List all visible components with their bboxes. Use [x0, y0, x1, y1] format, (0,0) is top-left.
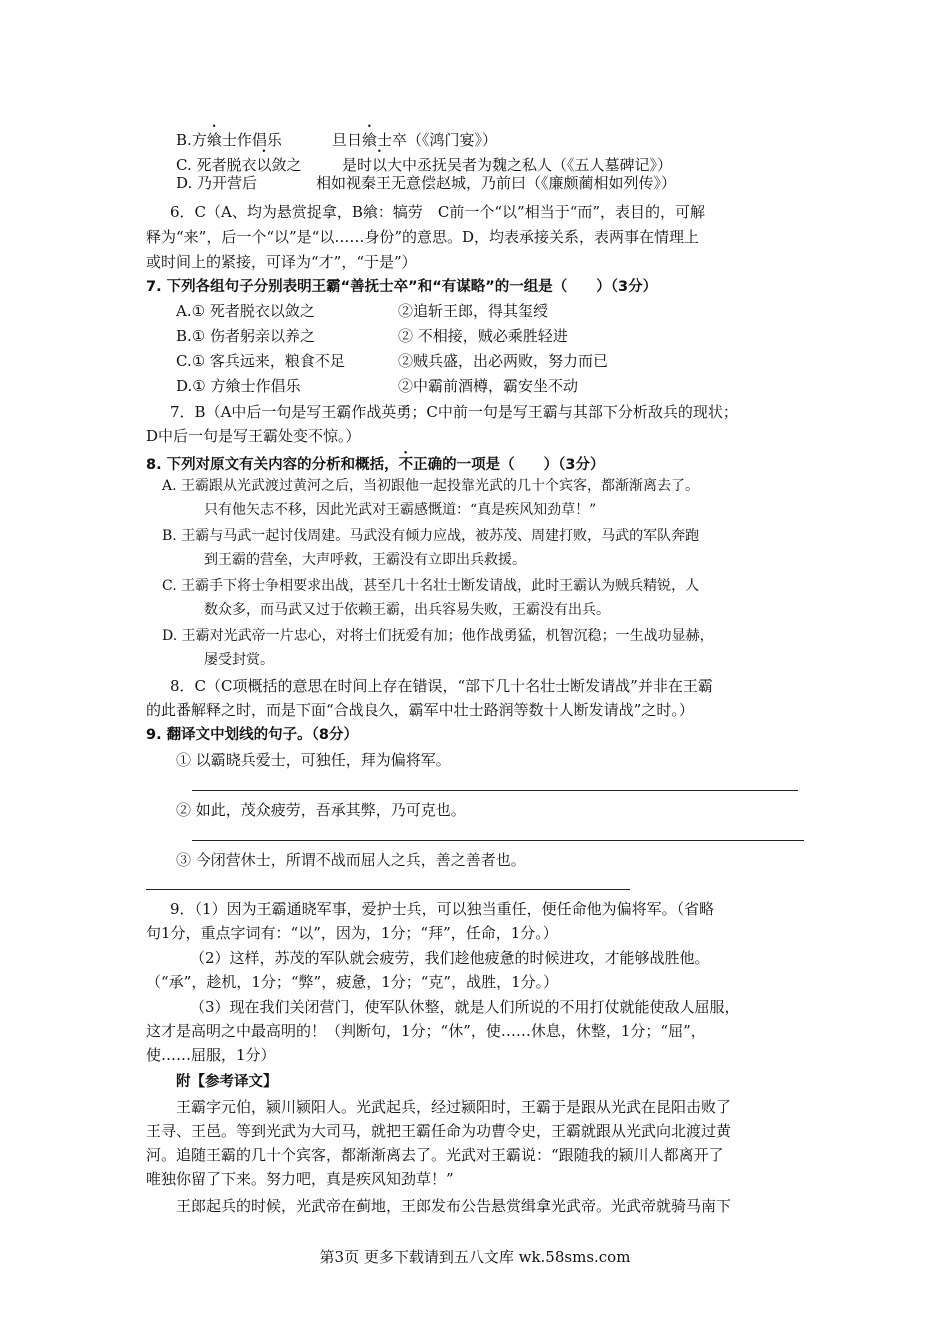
- q8-option-b-line2: 到王霸的营垒，大声呼救，王霸没有立即出兵救援。: [204, 552, 526, 568]
- q6-option-c-dotted-char: 以: [256, 156, 272, 174]
- q9-sentence-3: ③ 今闭营休士，所谓不战而屈人之兵，善之善者也。: [176, 851, 526, 869]
- q6-option-b-right-text: 旦日: [332, 131, 363, 149]
- q6-option-b-dotted-char: 飨: [206, 131, 222, 149]
- appendix-p1-line4: 唯独你留了下来。努力吧，真是疾风知劲草！”: [146, 1170, 454, 1188]
- q7-option-a-part2: ②追斩王郎，得其玺绶: [398, 302, 549, 320]
- q7-option-a-part1: A.① 死者脱衣以敛之: [176, 302, 315, 320]
- q8-stem-dotted-char: 不: [398, 457, 414, 473]
- q6-answer-line3: 或时间上的紧接，可译为“才”，“于是”）: [146, 253, 417, 271]
- q8-option-a-line2: 只有他矢志不移，因此光武对王霸感慨道：“真是疾风知劲草！”: [204, 502, 597, 518]
- appendix-p2-line1: 王郎起兵的时候，光武帝在蓟地，王郎发布公告悬赏缉拿光武帝。光武帝就骑马南下: [176, 1197, 732, 1215]
- appendix-p1-line1: 王霸字元伯，颍川颍阳人。光武起兵，经过颍阳时，王霸于是跟从光武在昆阳击败了: [176, 1098, 732, 1116]
- q6-option-b-text: B.方: [176, 131, 207, 149]
- q7-answer-line2: D中后一句是写王霸处变不惊。）: [146, 427, 361, 445]
- q7-option-c-part2: ②贼兵盛，出必两败，努力而已: [398, 352, 609, 370]
- q9-sentence-1: ① 以霸晓兵爱士，可独任，拜为偏将军。: [176, 751, 451, 769]
- q9-answer-3-line3: 使……屈服，1分）: [146, 1046, 276, 1064]
- q8-stem: [146, 449, 605, 476]
- q6-option-c-right-dotted-char: 以: [372, 156, 388, 174]
- q6-option-c-right-text-2: 大中丞抚吴者为魏之私人（《五人墓碑记》）: [387, 156, 673, 174]
- q7-option-d: [176, 375, 579, 397]
- q8-stem-pre: 8. 下列对原文有关内容的分析和概括，: [146, 457, 399, 473]
- q7-option-b-part1: B.① 伤者躬亲以养之: [176, 327, 316, 345]
- q9-sentence-2: ② 如此，茂众疲劳，吾承其弊，乃可克也。: [176, 801, 466, 819]
- q8-option-b-line1: B. 王霸与马武一起讨伐周建。马武没有倾力应战，被苏茂、周建打败，马武的军队奔跑: [162, 528, 700, 544]
- q9-answer-3-line2: 这才是高明之中最高明的！（判断句，1分；“休”，使……休息，休整，1分；“屈”，: [146, 1022, 706, 1040]
- q9-answer-line-3: [146, 889, 630, 890]
- q7-option-a: [176, 300, 549, 322]
- q6-option-d-right-text: 相如视秦王无意偿赵城，乃前曰（《廉颇蔺相如列传》）: [316, 174, 677, 192]
- q9-answer-2-line1: （2）这样，苏茂的军队就会疲劳，我们趁他疲惫的时候进攻，才能够战胜他。: [190, 949, 710, 967]
- q7-option-c-part1: C.① 客兵远来，粮食不足: [176, 352, 345, 370]
- q8-option-c-line2: 数众多，而马武又过于依赖王霸，出兵容易失败，王霸没有出兵。: [204, 602, 610, 618]
- q9-answer-line-2: [192, 840, 804, 841]
- q7-option-b: [176, 325, 568, 347]
- q9-answer-1-line2: 句1分，重点字词有：“以”，因为，1分；“拜”，任命，1分。）: [146, 924, 558, 942]
- q8-answer-line1: 8．C（C项概括的意思在时间上存在错误，“部下几十名壮士断发请战”并非在王霸: [170, 677, 713, 695]
- q7-stem: 7. 下列各组句子分别表明王霸“善抚士卒”和“有谋略”的一组是（ ）（3分）: [146, 279, 658, 295]
- q8-option-c-line1: C. 王霸手下将士争相要求出战，甚至几十名壮士断发请战，此时王霸认为贼兵精锐，人: [162, 578, 700, 594]
- appendix-p1-line2: 王寻、王邑。等到光武为大司马，就把王霸任命为功曹令史，王霸就跟从光武向北渡过黄: [146, 1122, 732, 1140]
- q9-answer-3-line1: （3）现在我们关闭营门，使军队休整，就是人们所说的不用打仗就能使敌人屈服，: [190, 998, 740, 1016]
- q6-option-b-right-dotted-char: 飨: [362, 131, 378, 149]
- q6-answer-line1: 6．C（A、均为悬赏捉拿，B飨：犒劳 C前一个“以”相当于“而”，表目的，可解: [170, 203, 706, 221]
- q7-option-c: [176, 350, 609, 372]
- q7-option-d-part2: ②中霸前酒樽，霸安坐不动: [398, 377, 579, 395]
- q7-answer-line1: 7．B（A中后一句是写王霸作战英勇；C中前一句是写王霸与其部下分析敌兵的现状；: [170, 403, 738, 421]
- q6-answer-line2: 释为“来”，后一个“以”是“以……身份”的意思。D，均表承接关系，表两事在情理上: [146, 228, 700, 246]
- q9-answer-1-line1: 9．（1）因为王霸通晓军事，爱护士兵，可以独当重任，便任命他为偏将军。（省略: [170, 900, 715, 918]
- q8-answer-line2: 的此番解释之时，而是下面“合战良久，霸军中壮士路润等数十人断发请战”之时。）: [146, 701, 694, 719]
- q8-stem-post: 正确的一项是（ ）（3分）: [413, 457, 605, 473]
- q7-option-b-part2: ② 不相接，贼必乘胜轻进: [398, 327, 568, 345]
- q9-stem: 9. 翻译文中划线的句子。（8分）: [146, 727, 358, 743]
- q9-answer-2-line2: （“承”，趁机，1分；“弊”，疲惫，1分；“克”，战胜，1分。）: [146, 973, 559, 991]
- q6-option-c-text: C. 死者脱衣: [176, 156, 257, 174]
- q8-option-a-line1: A. 王霸跟从光武渡过黄河之后，当初跟他一起投靠光武的几十个宾客，都渐渐离去了。: [162, 478, 700, 494]
- q6-option-c-text-2: 敛之: [271, 156, 302, 174]
- q6-option-d: [176, 172, 677, 194]
- q9-answer-line-1: [192, 790, 798, 791]
- q8-option-d-line2: 屡受封赏。: [204, 652, 274, 668]
- appendix-title: 附【参考译文】: [176, 1074, 278, 1090]
- q8-option-d-line1: D. 王霸对光武帝一片忠心，对将士们抚爱有加；他作战勇猛，机智沉稳；一生战功显赫，: [162, 628, 714, 644]
- q6-option-b-text-2: 士作倡乐: [221, 131, 282, 149]
- q6-option-d-text: D. 乃开营后: [176, 174, 258, 192]
- q6-option-c-right-text: 是时: [342, 156, 373, 174]
- page-footer: 第3页 更多下载请到五八文库 wk.58sms.com: [319, 1248, 631, 1266]
- appendix-p1-line3: 河。追随王霸的几十个宾客，都渐渐离去了。光武对王霸说：“跟随我的颍川人都离开了: [146, 1146, 724, 1164]
- q7-option-d-part1: D.① 方飨士作倡乐: [176, 377, 301, 395]
- q6-option-b-right-text-2: 士卒（《鸿门宴》）: [377, 131, 498, 149]
